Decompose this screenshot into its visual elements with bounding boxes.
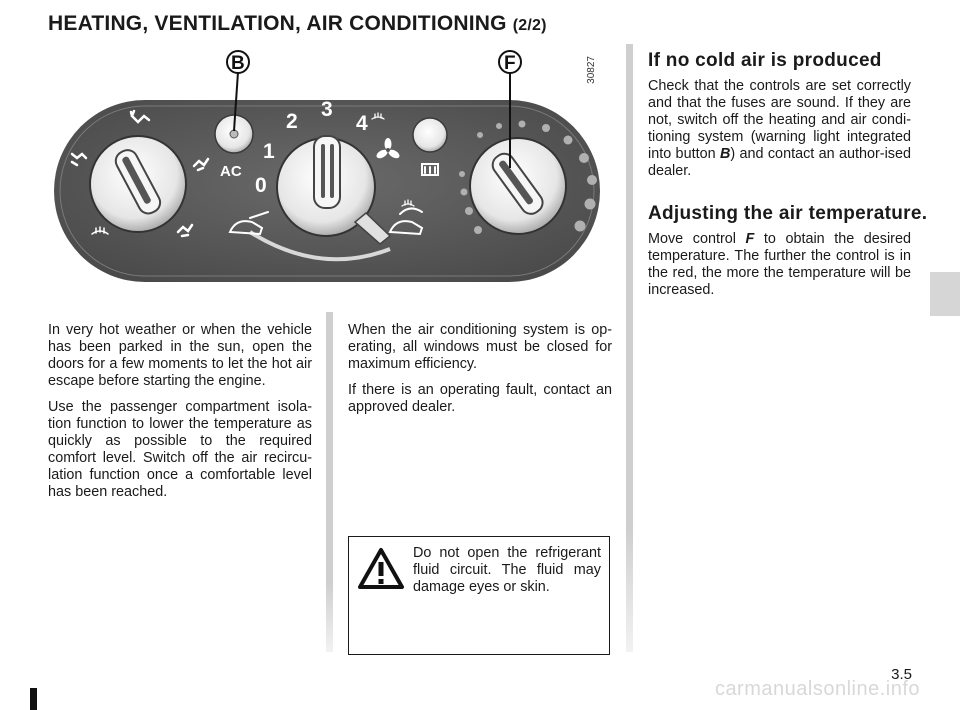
warning-triangle-icon	[357, 547, 405, 591]
ac-button-label: AC	[220, 163, 242, 180]
fan-speed-4: 4	[356, 112, 368, 135]
middle-paragraph-1: When the air conditioning system is op-erating, all windows must be closed for maximum efficiency.	[348, 322, 612, 372]
section1-text-a: Check that the controls are set correctly and that the fuses are sound. If they are not, switch off the heating and air condi-tioning system (warning light integrated into button	[648, 78, 911, 162]
control-panel-figure	[50, 44, 620, 302]
section2-text-a: Move control	[648, 231, 746, 247]
recirculation-button[interactable]	[413, 118, 447, 152]
title-text: HEATING, VENTILATION, AIR CONDITIONING	[48, 12, 507, 35]
chapter-tab	[930, 272, 960, 316]
figure-reference-code: 30827	[586, 56, 597, 84]
fan-speed-2: 2	[286, 110, 298, 133]
left-paragraph-2: Use the passenger compartment isola-tion function to lower the temperature as quickly as possible to the required comfort level. Switch off the air recircu-lation function once a comfortable level has been reached.	[48, 399, 312, 500]
control-f-ref: F	[745, 231, 755, 247]
title-suffix: (2/2)	[512, 17, 547, 34]
page-edge-mark	[30, 688, 37, 710]
distribution-knob[interactable]	[90, 136, 186, 232]
middle-paragraph-2: If there is an operating fault, contact an approved dealer.	[348, 382, 612, 415]
section2-text-b: to obtain the desired temperature. The further the control is in the red, the more the temperature will be increased.	[648, 231, 911, 298]
warning-text: Do not open the refrigerant fluid circuit. The fluid may damage eyes or skin.	[413, 545, 601, 595]
callout-f-label: F	[504, 53, 516, 74]
fan-speed-3: 3	[321, 98, 333, 121]
temperature-knob[interactable]	[470, 138, 566, 234]
callout-f	[499, 51, 521, 74]
fan-speed-1: 1	[263, 140, 275, 163]
section1-text-c: ) and contact an author-ised dealer.	[648, 146, 911, 179]
middle-column-text	[348, 322, 612, 425]
warning-box	[348, 536, 610, 655]
section-no-cold-air-text	[648, 78, 911, 180]
column-divider-left	[326, 312, 333, 652]
button-b-ref: B	[719, 146, 731, 162]
control-panel-illustration	[50, 44, 620, 302]
left-paragraph-1: In very hot weather or when the vehicle has been parked in the sun, open the doors for a few moments to let the hot air escape before starting the engine.	[48, 322, 312, 389]
page-title	[48, 12, 547, 36]
callout-b-label: B	[231, 53, 245, 74]
fan-speed-0: 0	[255, 174, 267, 197]
column-divider-right	[626, 44, 633, 652]
left-column-text	[48, 322, 312, 510]
section-air-temperature-title: Adjusting the air temperature.	[648, 203, 928, 224]
watermark: carmanualsonline.info	[714, 678, 920, 700]
callout-b	[227, 51, 249, 74]
section-air-temperature-text	[648, 231, 911, 299]
section-no-cold-air-title: If no cold air is produced	[648, 50, 882, 71]
page-number: 3.5	[891, 666, 912, 683]
